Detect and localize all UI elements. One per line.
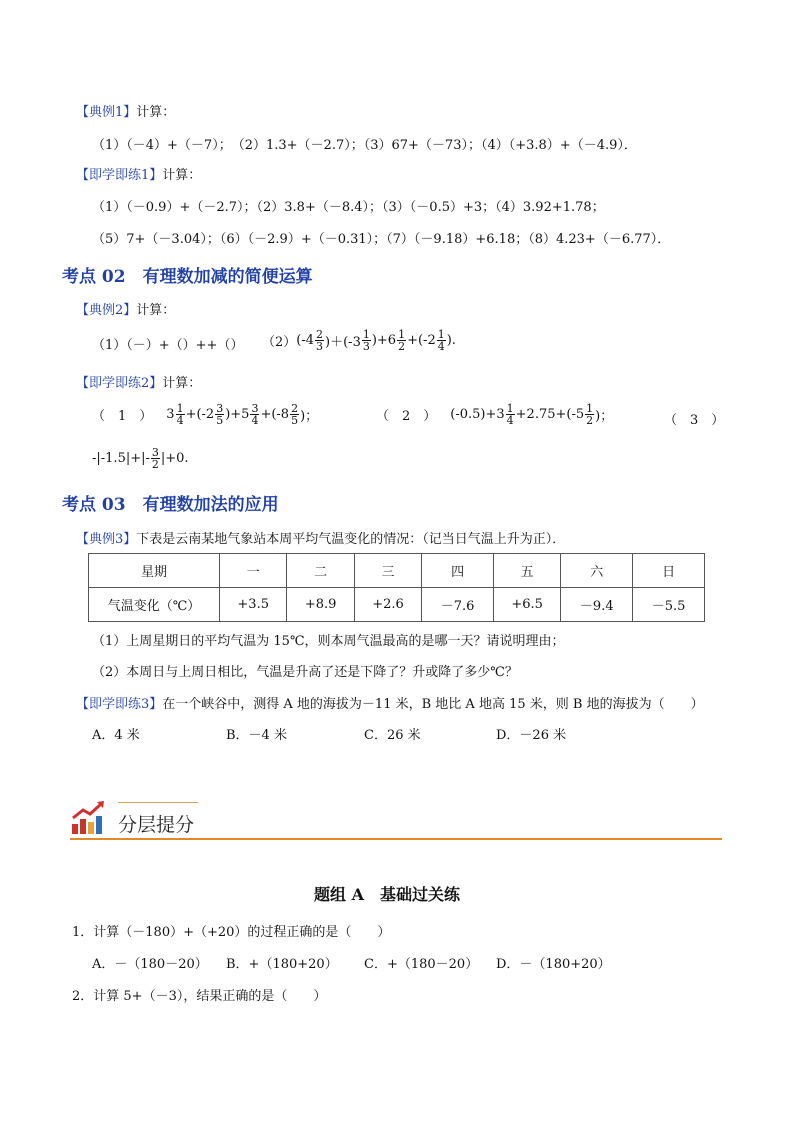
pr2-q3-end: |+0. xyxy=(160,451,189,466)
example-2-tag: 【典例2】 xyxy=(76,303,137,318)
table-cell: －5.5 xyxy=(633,588,705,622)
frac-denominator: 5 xyxy=(291,414,299,427)
ex2-p2-label: （2） xyxy=(262,335,297,350)
practice-2-heading xyxy=(76,372,201,391)
pr2-q1-b: +(-2 xyxy=(185,407,215,422)
ex2-p2-frac-c xyxy=(397,329,406,352)
frac-numerator: 2 xyxy=(316,328,324,341)
practice-1-line-1: （1）（－0.9）+（－2.7）；（2）3.8+（－8.4）；（3）（－0.5）+3；（4）3.92+1.78； xyxy=(92,200,605,215)
frac-numerator: 1 xyxy=(398,328,406,341)
pr2-q1-c: )+5 xyxy=(225,407,250,422)
pr2-q1-frac-c xyxy=(250,403,259,426)
practice-3-option-c: C．26 米 xyxy=(364,728,421,743)
pr2-q2-end: )； xyxy=(595,409,614,424)
pr2-q1-frac-a xyxy=(176,403,185,426)
ex2-p2-term-a: (-4 xyxy=(296,333,315,348)
group-a-q1-option-b: B．+（180+20） xyxy=(226,957,338,972)
frac-denominator: 3 xyxy=(362,340,370,353)
frac-denominator: 2 xyxy=(151,458,159,471)
example-2-prompt: 计算： xyxy=(136,303,176,318)
ex2-p2-end: ). xyxy=(446,333,456,348)
practice-3-tag: 【即学即练3】 xyxy=(76,697,163,712)
practice-2-problem-2 xyxy=(376,403,613,426)
group-a-q1-option-d: D．－（180+20） xyxy=(496,957,611,972)
frac-denominator: 4 xyxy=(506,414,514,427)
ex2-p2-term-d: +(-2 xyxy=(407,333,436,348)
example-3-intro: 下表是云南某地气象站本周平均气温变化的情况：（记当日气温上升为正）． xyxy=(136,532,566,547)
ex2-p2-term-b: )＋(-3 xyxy=(325,335,361,350)
frac-numerator: 3 xyxy=(216,402,224,415)
example-2-heading xyxy=(76,299,175,318)
group-a-q1-option-c: C．+（180－20） xyxy=(364,957,479,972)
table-cell: +6.5 xyxy=(493,588,560,622)
practice-1-prompt: 计算： xyxy=(162,168,202,183)
practice-3-heading xyxy=(76,693,704,712)
example-2-problem-2 xyxy=(262,329,456,352)
example-3-question-1: （1）上周星期日的平均气温为 15℃，则本周气温最高的是哪一天？请说明理由； xyxy=(92,634,565,649)
frac-denominator: 4 xyxy=(251,414,259,427)
pr2-q1-d: +(-8 xyxy=(260,407,290,422)
example-2-problem-1: （1）（－）+（）++（） xyxy=(92,338,244,353)
practice-3-option-b: B．－4 米 xyxy=(226,728,287,743)
section-divider xyxy=(70,838,722,840)
group-a-q1-option-a: A．－（180－20） xyxy=(92,957,208,972)
pr2-q1-end: )； xyxy=(300,409,319,424)
table-cell: 五 xyxy=(493,554,560,588)
frac-denominator: 2 xyxy=(398,340,406,353)
section-title: 分层提分 xyxy=(118,814,195,836)
ex2-p2-frac-b xyxy=(362,329,371,352)
practice-2-problem-3 xyxy=(92,447,189,470)
example-3-heading xyxy=(76,528,565,547)
frac-numerator: 1 xyxy=(362,328,370,341)
pr2-q3-a: -|-1.5|+|- xyxy=(92,451,150,466)
kaodian-02-title: 考点 02 有理数加减的简便运算 xyxy=(62,267,313,287)
table-cell: 二 xyxy=(287,554,354,588)
table-cell: 四 xyxy=(422,554,494,588)
kaodian-03-title: 考点 03 有理数加法的应用 xyxy=(62,495,279,515)
table-cell: －7.6 xyxy=(422,588,494,622)
table-cell: +2.6 xyxy=(354,588,421,622)
table-cell: 日 xyxy=(633,554,705,588)
frac-denominator: 4 xyxy=(176,414,184,427)
ex2-p2-term-c: )+6 xyxy=(371,333,397,348)
frac-denominator: 2 xyxy=(586,414,594,427)
temperature-table xyxy=(88,553,705,622)
practice-2-prompt: 计算： xyxy=(162,376,202,391)
practice-2-tag: 【即学即练2】 xyxy=(76,376,163,391)
table-header-row xyxy=(89,554,705,588)
ex2-p2-frac-a xyxy=(315,329,324,352)
pr2-q2-a: (-0.5)+3 xyxy=(450,407,505,422)
practice-1-line-2: （5）7+（－3.04）；（6）（－2.9）+（－0.31）；（7）（－9.18）+6.18；（8）4.23+（－6.77）． xyxy=(92,232,671,247)
table-cell: +8.9 xyxy=(287,588,354,622)
pr2-q1-frac-b xyxy=(215,403,224,426)
ex2-p2-frac-d xyxy=(437,329,446,352)
table-cell: 六 xyxy=(561,554,633,588)
example-1-problems: （1）（－4）+（－7）； （2）1.3+（－2.7）；（3）67+（－73）；（4）（+3.8）+（－4.9）． xyxy=(92,138,637,153)
practice-2-problem-3-label: （ 3 ） xyxy=(664,413,725,428)
section-title-overline xyxy=(118,802,198,803)
pr2-q2-b: +2.75+(-5 xyxy=(515,407,585,422)
frac-numerator: 1 xyxy=(506,402,514,415)
frac-numerator: 1 xyxy=(586,402,594,415)
table-row xyxy=(89,588,705,622)
frac-numerator: 3 xyxy=(151,446,159,459)
table-cell: 气温变化（℃） xyxy=(89,588,220,622)
example-1-tag: 【典例1】 xyxy=(76,105,137,120)
frac-numerator: 3 xyxy=(251,402,259,415)
frac-numerator: 2 xyxy=(291,402,299,415)
pr2-q2-frac-a xyxy=(506,403,515,426)
group-a-question-2: 2．计算 5+（－3），结果正确的是（ ） xyxy=(72,989,327,1004)
practice-1-heading xyxy=(76,164,201,183)
example-3-tag: 【典例3】 xyxy=(76,532,137,547)
group-a-question-1: 1．计算（－180）+（+20）的过程正确的是（ ） xyxy=(72,925,391,940)
practice-2-problem-1 xyxy=(92,403,318,426)
chart-up-icon xyxy=(70,800,106,836)
frac-denominator: 4 xyxy=(437,340,445,353)
group-a-title: 题组 A 基础过关练 xyxy=(314,885,460,904)
frac-denominator: 5 xyxy=(216,414,224,427)
example-1-heading xyxy=(76,101,175,120)
pr2-q1-a: 3 xyxy=(166,407,175,422)
practice-3-option-d: D．－26 米 xyxy=(496,728,567,743)
practice-3-option-a: A．4 米 xyxy=(92,728,140,743)
pr2-q2-frac-b xyxy=(585,403,594,426)
pr2-q2-label: （ 2 ） xyxy=(376,409,437,424)
practice-3-text: 在一个峡谷中，测得 A 地的海拔为－11 米，B 地比 A 地高 15 米，则 B 地的海拔为（ ） xyxy=(162,697,704,712)
example-3-question-2: （2）本周日与上周日相比，气温是升高了还是下降了？升或降了多少℃？ xyxy=(92,665,518,680)
table-cell: 三 xyxy=(354,554,421,588)
pr2-q1-frac-d xyxy=(290,403,299,426)
example-1-prompt: 计算： xyxy=(136,105,176,120)
frac-numerator: 1 xyxy=(437,328,445,341)
pr2-q3-frac xyxy=(151,447,160,470)
table-cell: －9.4 xyxy=(561,588,633,622)
pr2-q1-label: （ 1 ） xyxy=(92,409,153,424)
frac-numerator: 1 xyxy=(176,402,184,415)
table-cell: 一 xyxy=(220,554,287,588)
table-cell: 星期 xyxy=(89,554,220,588)
table-cell: +3.5 xyxy=(220,588,287,622)
frac-denominator: 3 xyxy=(316,340,324,353)
practice-1-tag: 【即学即练1】 xyxy=(76,168,163,183)
